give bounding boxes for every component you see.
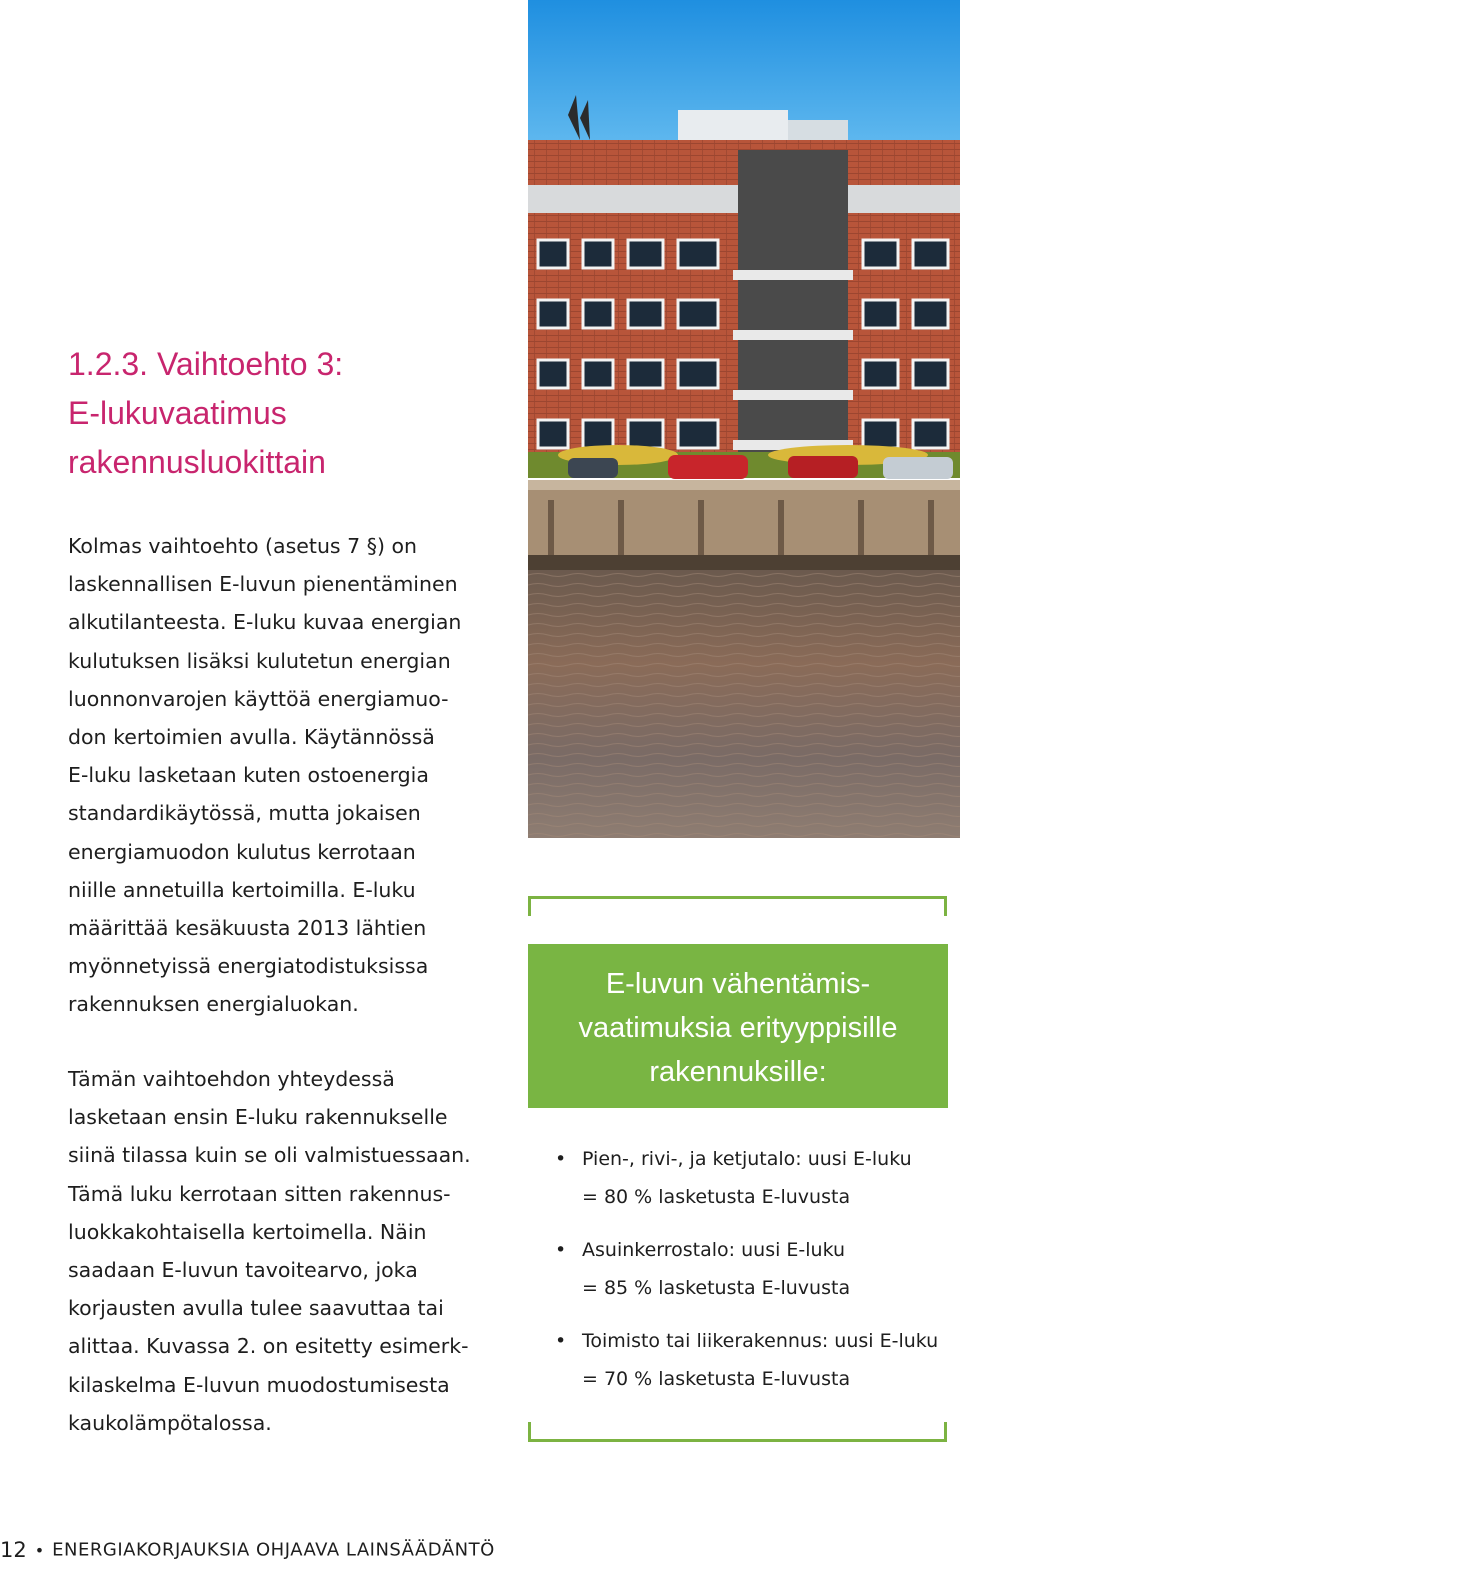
infobox-title [528, 962, 948, 1094]
list-item [555, 1231, 955, 1307]
paragraph-line: E-luku lasketaan kuten ostoenergia [68, 763, 429, 788]
list-item-line: = 85 % lasketusta E-luvusta [582, 1277, 851, 1299]
photo-credit-text: Kuva: Iloinen Liftari [1442, 637, 1462, 793]
paragraph-line: myönnetyissä energiatodistuksissa [68, 954, 429, 979]
paragraph-line: alkutilanteesta. E-luku kuvaa energian [68, 610, 462, 635]
list-item-line: = 80 % lasketusta E-luvusta [582, 1186, 851, 1208]
requirement-list [555, 1140, 955, 1413]
paragraph-line: määrittää kesäkuusta 2013 lähtien [68, 916, 427, 941]
paragraph-line: standardikäytössä, mutta jokaisen [68, 801, 421, 826]
infobox-title-line: rakennuksille: [649, 1056, 827, 1088]
list-item-line: Pien-, rivi-, ja ketjutalo: uusi E-luku [582, 1148, 912, 1170]
paragraph-line: kaukolämpötalossa. [68, 1410, 272, 1435]
section-heading [68, 340, 488, 487]
list-item [555, 1140, 955, 1216]
paragraph-line: rakennuksen energialuokan. [68, 992, 359, 1017]
paragraph-line: lasketaan ensin E-luku rakennukselle [68, 1105, 448, 1130]
paragraph-line: kulutuksen lisäksi kulutetun energian [68, 648, 451, 673]
body-paragraph-1 [68, 527, 498, 1024]
paragraph-line: luonnonvarojen käyttöä energiamuo- [68, 686, 449, 711]
list-item-line: Toimisto tai liikerakennus: uusi E-luku [582, 1330, 939, 1352]
paragraph-line: Tämä luku kerrotaan sitten rakennus- [68, 1181, 451, 1206]
infobox-title-line: E-luvun vähentämis- [605, 968, 871, 1000]
infobox-title-line: vaatimuksia erityyppisille [578, 1012, 898, 1044]
infobox-bracket-bottom [528, 1422, 947, 1442]
list-item [555, 1322, 955, 1398]
paragraph-line: saadaan E-luvun tavoitearvo, joka [68, 1258, 418, 1283]
list-item-line: Asuinkerrostalo: uusi E-luku [582, 1239, 846, 1261]
paragraph-line: Tämän vaihtoehdon yhteydessä [68, 1067, 395, 1091]
bullet: • [555, 1239, 567, 1261]
heading-line-2: E-lukuvaatimus [68, 395, 287, 431]
list-item-line: = 70 % lasketusta E-luvusta [582, 1368, 851, 1390]
bullet: • [555, 1148, 567, 1170]
building-photo [528, 0, 1462, 838]
photo-credit [1432, 600, 1472, 830]
paragraph-line: siinä tilassa kuin se oli valmistuessaan. [68, 1143, 471, 1168]
body-paragraph-2 [68, 1060, 498, 1442]
paragraph-line: alittaa. Kuvassa 2. on esitetty esimerk- [68, 1334, 469, 1359]
footer-section-title: ENERGIAKORJAUKSIA OHJAAVA LAINSÄÄDÄNTÖ [52, 1539, 495, 1561]
paragraph-line: laskennallisen E-luvun pienentäminen [68, 572, 458, 597]
paragraph-line: don kertoimien avulla. Käytännössä [68, 725, 435, 750]
paragraph-line: Kolmas vaihtoehto (asetus 7 §) on [68, 534, 417, 558]
page-footer [0, 1537, 495, 1567]
paragraph-line: kilaskelma E-luvun muodostumisesta [68, 1372, 450, 1397]
paragraph-line: energiamuodon kulutus kerrotaan [68, 839, 416, 864]
infobox-header [528, 944, 948, 1108]
paragraph-line: niille annetuilla kertoimilla. E-luku [68, 877, 416, 902]
heading-line-3: rakennusluokittain [68, 444, 326, 480]
paragraph-line: korjausten avulla tulee saavuttaa tai [68, 1296, 444, 1321]
heading-line-1: 1.2.3. Vaihtoehto 3: [68, 346, 344, 382]
paragraph-line: luokkakohtaisella kertoimella. Näin [68, 1219, 427, 1244]
page-number: 12 [0, 1538, 27, 1562]
footer-separator: • [34, 1540, 45, 1560]
bullet: • [555, 1330, 567, 1352]
infobox-bracket-top [528, 896, 947, 916]
